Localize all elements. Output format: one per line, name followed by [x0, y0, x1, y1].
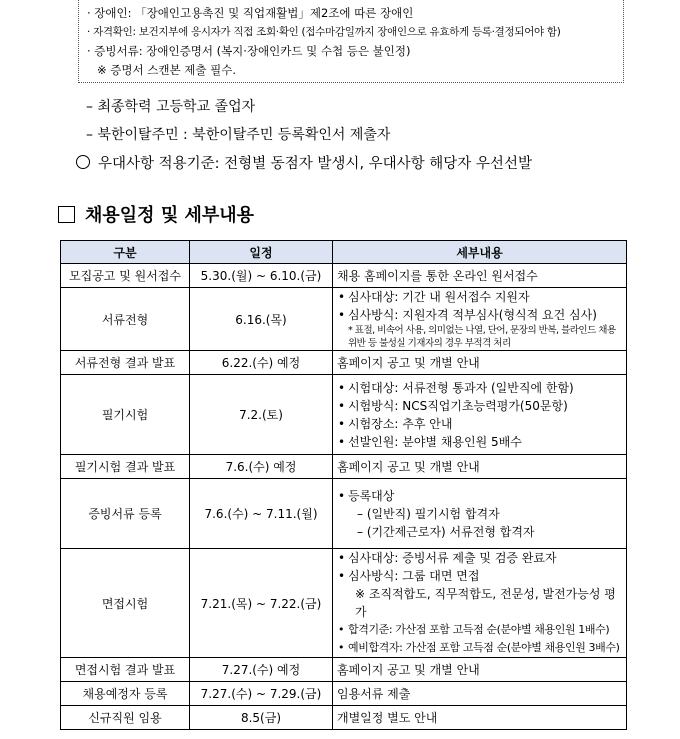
details-cell [333, 479, 627, 549]
details-cell [333, 455, 627, 479]
detail-item: • 등록대상 [337, 487, 622, 505]
table-row [61, 375, 627, 455]
note-line-verification: · 자격확인: 보건지부에 응시자가 직접 조회·확인 (접수마감일까지 장애인으로 유효하게 등록·결정되어야 함) [87, 26, 561, 38]
stage-cell: 채용예정자 등록 [61, 682, 190, 706]
details-list [337, 549, 622, 657]
details-list [337, 288, 622, 350]
detail-item: 홈페이지 공고 및 개별 안내 [337, 355, 480, 370]
note-line-documents: · 증빙서류: 장애인증명서 (복지·장애인카드 및 수첩 등은 불인정) [87, 44, 411, 58]
date-cell: 8.5(금) [190, 706, 333, 730]
detail-item: • 시험장소: 추후 안내 [337, 415, 622, 433]
detail-item: • 예비합격자: 가산점 포함 고득점 순(분야별 채용인원 3배수) [337, 639, 622, 657]
education-item: – 최종학력 고등학교 졸업자 [86, 99, 256, 115]
detail-item: • 심사방식: 그룹 대면 면접 [337, 567, 622, 585]
stage-cell: 면접시험 결과 발표 [61, 658, 190, 682]
details-cell [333, 351, 627, 375]
details-list [337, 685, 622, 703]
date-cell: 7.6.(수) 예정 [190, 455, 333, 479]
stage-cell: 신규직원 임용 [61, 706, 190, 730]
stage-cell: 서류전형 [61, 288, 190, 351]
defector-item: – 북한이탈주민 : 북한이탈주민 등록확인서 제출자 [86, 127, 391, 143]
detail-item: – (일반직) 필기시험 합격자 [357, 506, 500, 521]
detail-item: • 시험방식: NCS직업기초능력평가(50문항) [337, 397, 622, 415]
stage-cell: 서류전형 결과 발표 [61, 351, 190, 375]
table-row [61, 658, 627, 682]
table-row [61, 682, 627, 706]
details-cell [333, 288, 627, 351]
preference-rule [76, 152, 532, 173]
table-row [61, 706, 627, 730]
date-cell: 7.21.(목) ~ 7.22.(금) [190, 549, 333, 658]
stage-cell: 모집공고 및 원서접수 [61, 264, 190, 288]
stage-cell: 필기시험 [61, 375, 190, 455]
date-cell: 6.22.(수) 예정 [190, 351, 333, 375]
details-list [337, 379, 622, 451]
date-cell: 7.2.(토) [190, 375, 333, 455]
header-stage: 구분 [61, 241, 190, 264]
detail-item: • 선발인원: 분야별 채용인원 5배수 [337, 433, 622, 451]
detail-item: • 심사방식: 지원자격 적부심사(형식적 요건 심사) [337, 306, 622, 324]
detail-item: 채용 홈페이지를 통한 온라인 원서접수 [337, 268, 538, 283]
detail-item: 임용서류 제출 [337, 686, 411, 701]
details-cell [333, 549, 627, 658]
details-cell [333, 658, 627, 682]
detail-item: ※ 조직적합도, 직무적합도, 전문성, 발전가능성 평가 [355, 587, 616, 619]
detail-item: – (기간제근로자) 서류전형 합격자 [357, 524, 535, 539]
table-row [61, 351, 627, 375]
table-header-row [61, 241, 627, 264]
date-cell: 7.6.(수) ~ 7.11.(월) [190, 479, 333, 549]
detail-item: 개별일정 별도 안내 [337, 710, 438, 725]
detail-item: • 심사대상: 증빙서류 제출 및 검증 완료자 [337, 549, 622, 567]
date-cell: 7.27.(수) 예정 [190, 658, 333, 682]
header-details: 세부내용 [333, 241, 627, 264]
schedule-table [60, 240, 627, 730]
details-list [337, 354, 622, 372]
stage-cell: 면접시험 [61, 549, 190, 658]
detail-item: 홈페이지 공고 및 개별 안내 [337, 459, 480, 474]
details-list [337, 487, 622, 541]
table-row [61, 288, 627, 351]
detail-item: • 합격기준: 가산점 포함 고득점 순(분야별 채용인원 1배수) [337, 621, 622, 639]
date-cell: 7.27.(수) ~ 7.29.(금) [190, 682, 333, 706]
disability-notes-box [78, 0, 624, 83]
details-cell [333, 264, 627, 288]
details-list [337, 267, 622, 285]
stage-cell: 증빙서류 등록 [61, 479, 190, 549]
detail-item: 홈페이지 공고 및 개별 안내 [337, 662, 480, 677]
checkbox-square-icon [58, 206, 75, 223]
detail-item: * 표절, 비속어 사용, 의미없는 나열, 단어, 문장의 반복, 블라인드 채용 위반 등 불성실 기재자의 경우 부적격 처리 [348, 325, 616, 349]
details-cell [333, 375, 627, 455]
details-list [337, 709, 622, 727]
details-list [337, 458, 622, 476]
stage-cell: 필기시험 결과 발표 [61, 455, 190, 479]
date-cell: 6.16.(목) [190, 288, 333, 351]
header-date: 일정 [190, 241, 333, 264]
note-line-scan-required: ※ 증명서 스캔본 제출 필수. [97, 63, 237, 77]
circle-bullet-icon [76, 155, 90, 169]
section-title-text: 채용일정 및 세부내용 [85, 205, 255, 226]
details-cell [333, 682, 627, 706]
table-row [61, 264, 627, 288]
section-title [58, 201, 254, 227]
details-list [337, 661, 622, 679]
table-row [61, 455, 627, 479]
detail-item: • 시험대상: 서류전형 통과자 (일반직에 한함) [337, 379, 622, 397]
details-cell [333, 706, 627, 730]
table-row [61, 479, 627, 549]
preference-rule-text: 우대사항 적용기준: 전형별 동점자 발생시, 우대사항 해당자 우선선발 [98, 156, 532, 172]
table-row [61, 549, 627, 658]
note-line-disability: · 장애인: 「장애인고용촉진 및 직업재활법」제2조에 따른 장애인 [87, 6, 414, 20]
date-cell: 5.30.(월) ~ 6.10.(금) [190, 264, 333, 288]
detail-item: • 심사대상: 기간 내 원서접수 지원자 [337, 288, 622, 306]
